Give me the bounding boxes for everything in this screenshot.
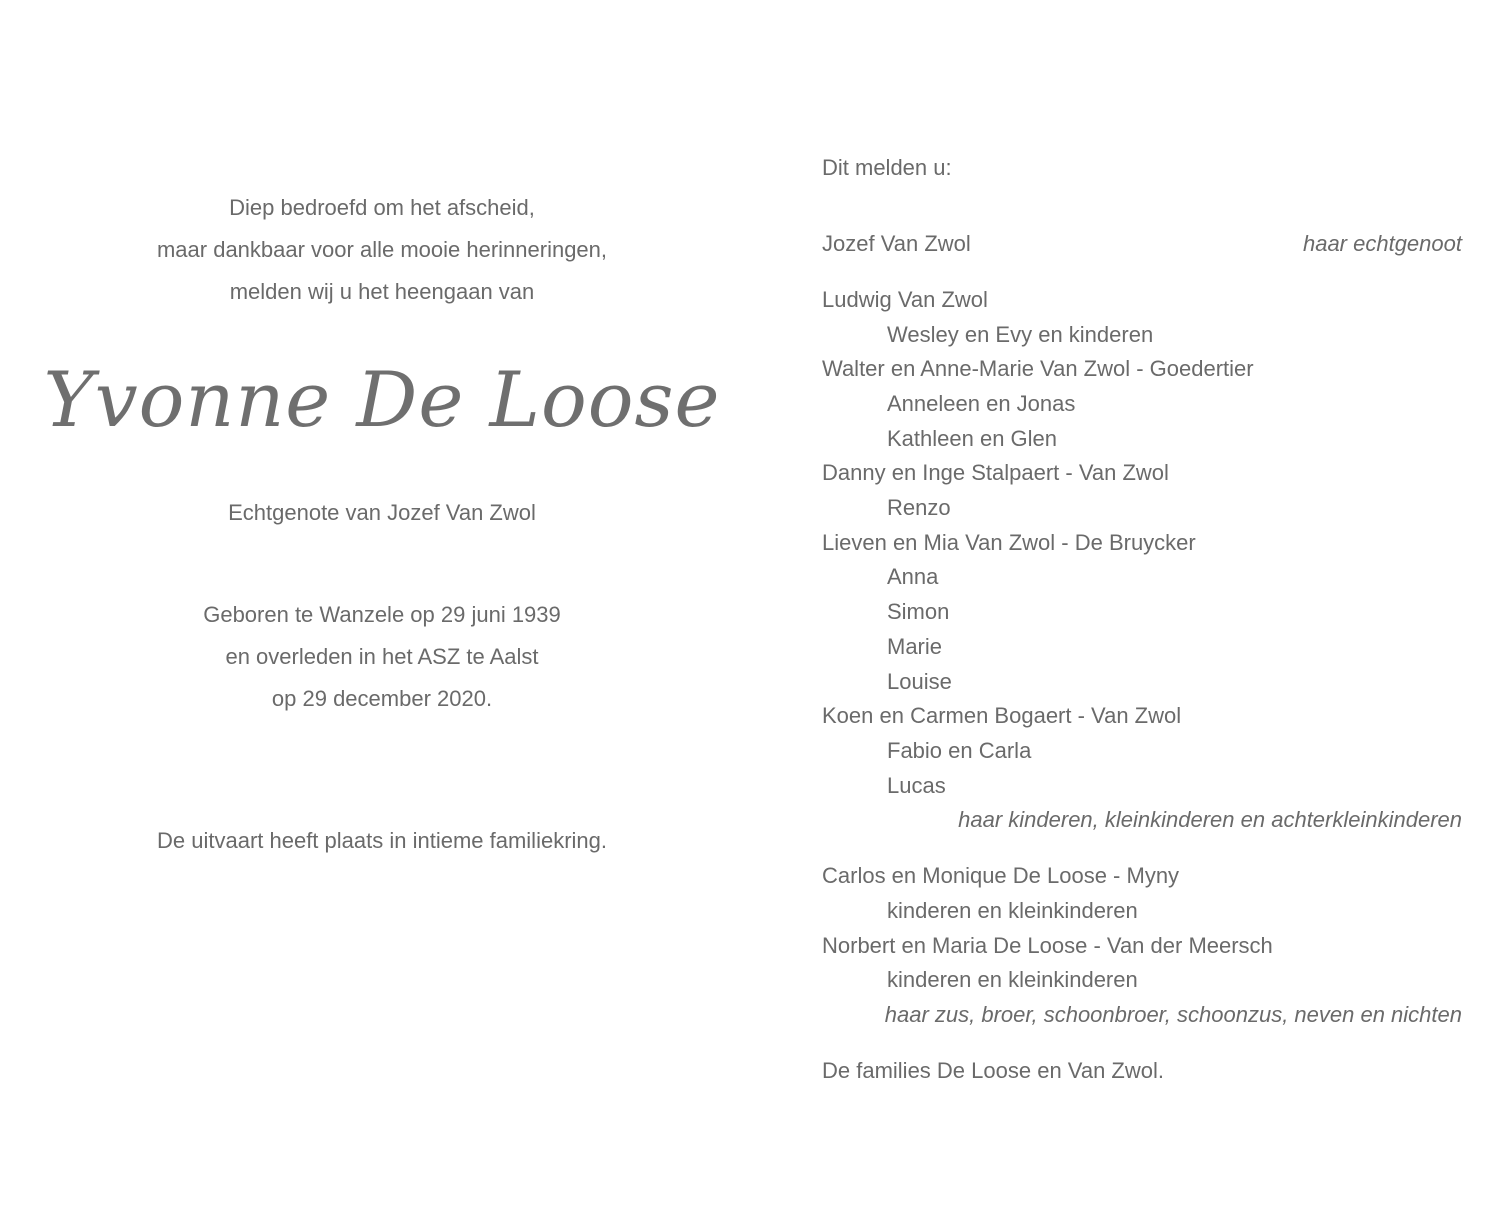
sibling-name: Norbert en Maria De Loose - Van der Meersch [822,933,1273,958]
grandchild-name: Anna [887,564,939,589]
child-name: Lieven en Mia Van Zwol - De Bruycker [822,530,1196,555]
husband-role: haar echtgenoot [1302,231,1462,256]
grandchild-name: Louise [887,669,952,694]
grandchild-name: Wesley en Evy en kinderen [887,322,1154,347]
children-role-row [822,802,1462,837]
grandchild-name: Anneleen en Jonas [887,391,1076,416]
intro-text [0,187,764,313]
sibling-name: Carlos en Monique De Loose - Myny [822,863,1180,888]
grandchild-name: Lucas [887,773,946,798]
intro-line: Diep bedroefd om het afscheid, [229,195,535,220]
right-page [822,0,1462,1214]
dates-line: en overleden in het ASZ te Aalst [225,644,539,669]
spouse-line: Echtgenote van Jozef Van Zwol [228,500,536,525]
siblings-role: haar zus, broer, schoonbroer, schoonzus, neven en nichten [884,1002,1462,1027]
children-role: haar kinderen, kleinkinderen en achterkleinkinderen [958,807,1462,832]
child-name: Danny en Inge Stalpaert - Van Zwol [822,460,1169,485]
intro-line: maar dankbaar voor alle mooie herinneringen, [156,237,608,262]
siblings-role-row [822,997,1462,1032]
dates-line: op 29 december 2020. [271,686,493,711]
child-name: Ludwig Van Zwol [822,287,988,312]
husband-row [822,226,1462,261]
grandchild-name: Fabio en Carla [887,738,1032,763]
life-dates [0,594,764,720]
child-name: Koen en Carmen Bogaert - Van Zwol [822,703,1182,728]
child-name: Walter en Anne-Marie Van Zwol - Goedertier [822,356,1254,381]
sibling-family: kinderen en kleinkinderen [887,967,1138,992]
intro-line: melden wij u het heengaan van [229,279,535,304]
grandchild-name: Kathleen en Glen [887,426,1058,451]
deceased-name: Yvonne De Loose [43,355,721,444]
husband-name: Jozef Van Zwol [822,231,971,256]
sibling-family: kinderen en kleinkinderen [887,898,1138,923]
grandchild-name: Marie [887,634,943,659]
closing-line: De families De Loose en Van Zwol. [822,1058,1164,1083]
grandchild-name: Simon [887,599,950,624]
announcement-header: Dit melden u: [822,155,952,180]
funeral-notice: De uitvaart heeft plaats in intieme familiekring. [157,828,607,853]
grandchild-name: Renzo [887,495,951,520]
dates-line: Geboren te Wanzele op 29 juni 1939 [203,602,561,627]
